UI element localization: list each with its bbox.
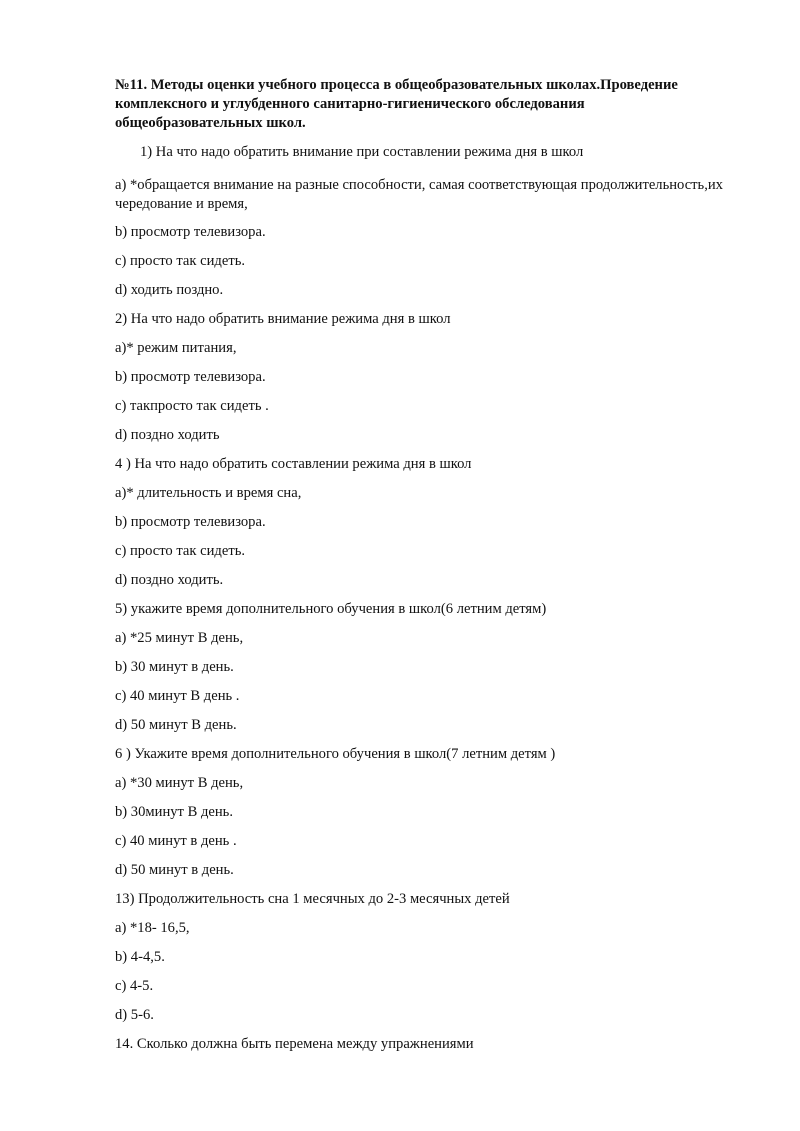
answer-5c: c) 40 минут В день . <box>115 688 240 704</box>
answer-4c: c) просто так сидеть. <box>115 543 246 559</box>
answer-13d: d) 5-6. <box>115 1007 154 1023</box>
question-5: 5) укажите время дополнительного обучения в школ(6 летним детям) <box>115 601 547 617</box>
answer-6c: c) 40 минут в день . <box>115 833 237 849</box>
answer-13b: b) 4-4,5. <box>115 949 165 965</box>
document-title: №11. Методы оценки учебного процесса в общеобразовательных школах.Проведение комплексного и углубденного санитарно-гигиенического обследования общеобразовательных школ. <box>115 77 678 131</box>
answer-5b: b) 30 минут в день. <box>115 659 234 675</box>
answer-5d: d) 50 минут В день. <box>115 717 237 733</box>
question-2: 2) На что надо обратить внимание режима дня в школ <box>115 311 451 327</box>
answer-1c: c) просто так сидеть. <box>115 253 246 269</box>
answer-2b: b) просмотр телевизора. <box>115 369 266 385</box>
question-6: 6 ) Укажите время дополнительного обучения в школ(7 летним детям ) <box>115 746 556 762</box>
question-13: 13) Продолжительность сна 1 месячных до 2-3 месячных детей <box>115 891 510 907</box>
answer-1b: b) просмотр телевизора. <box>115 224 266 240</box>
answer-13c: c) 4-5. <box>115 978 154 994</box>
answer-6a: a) *30 минут В день, <box>115 775 244 791</box>
answer-1d: d) ходить поздно. <box>115 282 224 298</box>
answer-4a: a)* длительность и время сна, <box>115 485 302 501</box>
answer-2a: a)* режим питания, <box>115 340 237 356</box>
question-14: 14. Сколько должна быть перемена между упражнениями <box>115 1036 474 1052</box>
answer-6b: b) 30минут В день. <box>115 804 233 820</box>
answer-4d: d) поздно ходить. <box>115 572 224 588</box>
question-1: 1) На что надо обратить внимание при составлении режима дня в школ <box>140 144 584 160</box>
question-4: 4 ) На что надо обратить составлении режима дня в школ <box>115 456 472 472</box>
answer-5a: a) *25 минут В день, <box>115 630 244 646</box>
answer-2d: d) поздно ходить <box>115 427 220 443</box>
answer-2c: c) такпросто так сидеть . <box>115 398 269 414</box>
answer-6d: d) 50 минут в день. <box>115 862 234 878</box>
answer-4b: b) просмотр телевизора. <box>115 514 266 530</box>
answer-1a: a) *обращается внимание на разные способности, самая соответствующая продолжительность,их чередование и время, <box>115 177 723 212</box>
answer-13a: a) *18- 16,5, <box>115 920 190 936</box>
